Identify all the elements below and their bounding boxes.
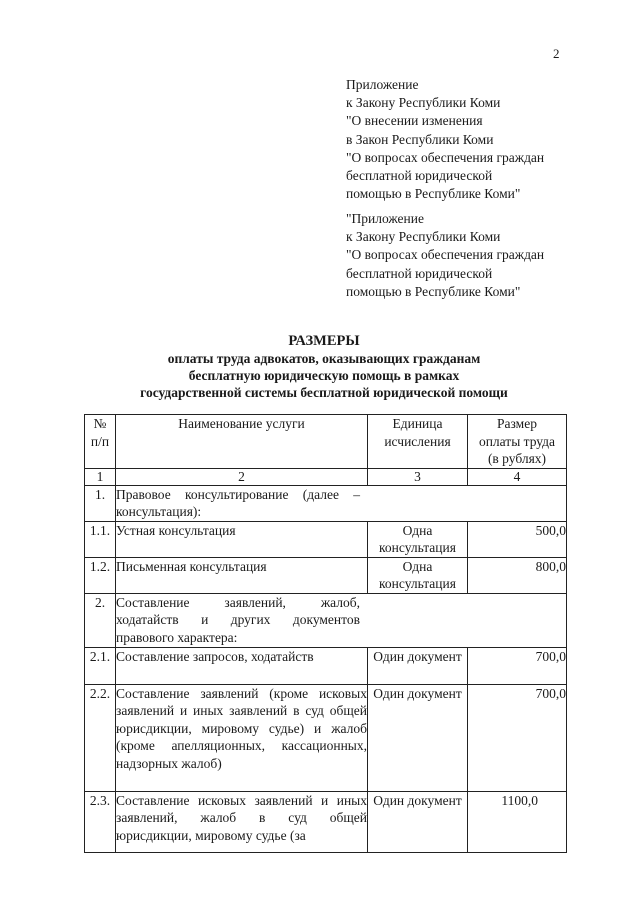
row-name: Письменная консультация [116, 557, 368, 593]
title-sub-line: государственной системы бесплатной юридической помощи [140, 385, 508, 400]
row-price: 700,0 [468, 647, 567, 684]
appendix-nested [346, 210, 544, 301]
row-name: Составление запросов, ходатайств [116, 647, 368, 684]
header-price-line: Размер [497, 416, 537, 431]
row-name: Правовое консультирование (далее – консультация): [116, 486, 360, 519]
column-number-row [85, 468, 567, 485]
row-unit: Одна консультация [368, 557, 468, 593]
title-sub-line: оплаты труда адвокатов, оказывающих гражданам [167, 351, 481, 366]
row-unit: Один документ [368, 647, 468, 684]
table-row [85, 557, 567, 593]
header-price-line: (в рублях) [487, 451, 547, 466]
table-row [85, 647, 567, 684]
row-num: 1.1. [85, 521, 116, 557]
header-num-line: п/п [90, 433, 110, 449]
appendix-nested-line: помощью в Республике Коми" [346, 283, 521, 299]
appendix-header-line: Приложение [346, 77, 419, 92]
row-price: 800,0 [468, 557, 567, 593]
row-num: 1. [85, 485, 116, 521]
row-num: 1.2. [85, 557, 116, 593]
title-sub-line: бесплатную юридическую помощь в рамках [188, 368, 460, 383]
appendix-nested-line: "О вопросах обеспечения граждан [346, 247, 545, 263]
appendix-nested-line: к Закону Республики Коми [346, 229, 501, 245]
appendix-header-line: в Закон Республики Коми [346, 131, 494, 147]
column-number: 2 [116, 468, 368, 485]
table-row [85, 684, 567, 791]
table-row [85, 791, 567, 852]
appendix-header-line: к Закону Республики Коми [346, 95, 501, 111]
header-price [468, 415, 567, 469]
row-name: Составление заявлений (кроме исковых заявлений и иных заявлений в суд общей юрисдикции, мировому судье) и жалоб (кроме апелляционных, кассационных, надзорных жалоб) [116, 684, 368, 791]
appendix-header [346, 76, 544, 203]
row-price: 700,0 [468, 684, 567, 791]
appendix-nested-line: "Приложение [346, 211, 424, 226]
header-price-line: оплаты труда [478, 433, 556, 449]
appendix-header-line: бесплатной юридической [346, 168, 493, 184]
column-number: 4 [468, 468, 567, 485]
table-row [85, 593, 567, 647]
page-number: 2 [553, 46, 560, 61]
row-name: Составление заявлений, жалоб, ходатайств и других документов правового характера: [116, 594, 360, 645]
row-price: 1100,0 [468, 791, 567, 852]
fees-table [84, 414, 567, 853]
row-price: 500,0 [468, 521, 567, 557]
appendix-nested-line: бесплатной юридической [346, 265, 493, 281]
row-section-name [116, 593, 567, 647]
row-unit: Один документ [368, 684, 468, 791]
header-unit-line: исчисления [384, 433, 451, 449]
header-num-line: № [93, 416, 107, 431]
title-main: РАЗМЕРЫ [288, 333, 360, 349]
row-unit: Одна консультация [368, 521, 468, 557]
header-num [85, 415, 116, 469]
header-unit [368, 415, 468, 469]
header-unit-line: Единица [392, 416, 443, 431]
row-num: 2.3. [85, 791, 116, 852]
row-unit: Один документ [368, 791, 468, 852]
appendix-header-line: "О вопросах обеспечения граждан [346, 149, 545, 165]
row-name: Составление исковых заявлений и иных заявлений, жалоб в суд общей юрисдикции, мировому судье (за [116, 791, 368, 852]
row-num: 2.2. [85, 684, 116, 791]
table-header-row [85, 415, 567, 469]
row-num: 2. [85, 593, 116, 647]
table-row [85, 485, 567, 521]
appendix-header-line: "О внесении изменения [346, 113, 483, 129]
row-section-name [116, 485, 567, 521]
row-num: 2.1. [85, 647, 116, 684]
document-title [80, 332, 568, 401]
column-number: 3 [368, 468, 468, 485]
row-name: Устная консультация [116, 521, 368, 557]
column-number: 1 [85, 468, 116, 485]
appendix-header-line: помощью в Республике Коми" [346, 186, 521, 202]
header-name: Наименование услуги [116, 415, 368, 469]
table-row [85, 521, 567, 557]
